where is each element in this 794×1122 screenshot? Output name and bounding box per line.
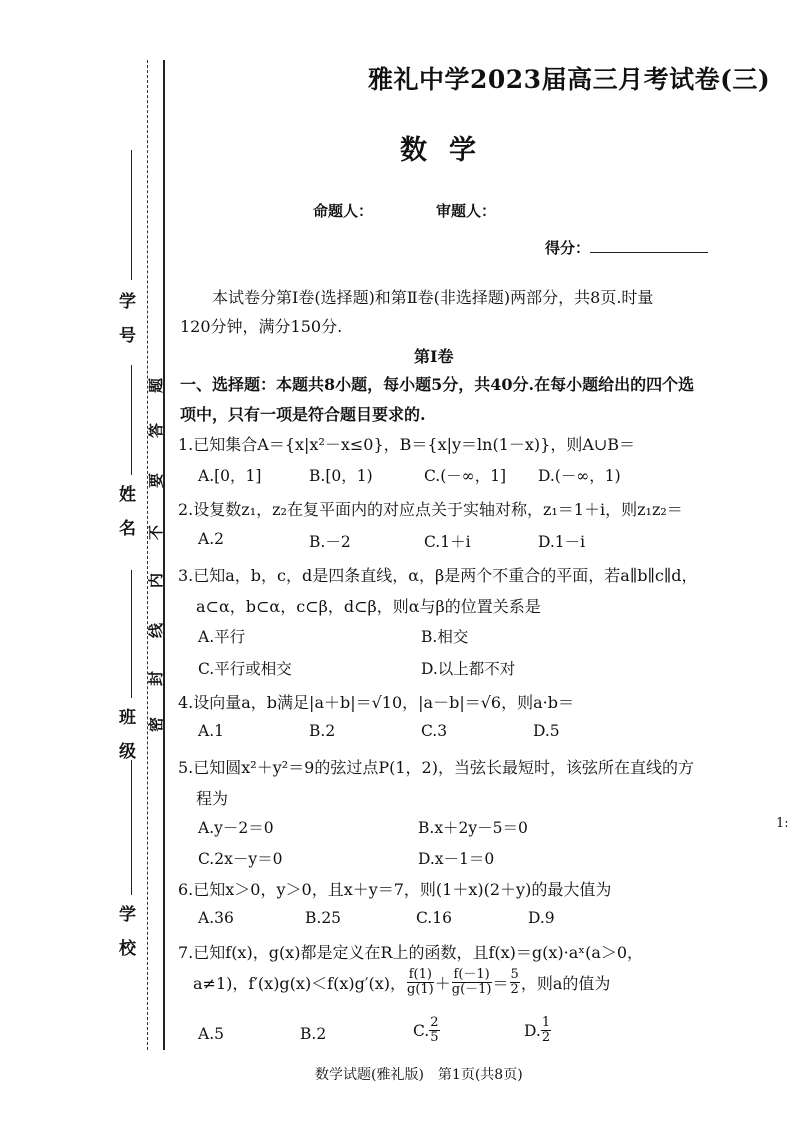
binding-solid-line (163, 60, 165, 1050)
seal-char: 密 (147, 716, 166, 733)
seal-char: 要 (147, 472, 166, 489)
question-2-stem: 2.设复数z₁，z₂在复平面内的对应点关于实轴对称，z₁＝1＋i，则z₁z₂＝ (178, 500, 683, 519)
seal-char: 线 (147, 622, 166, 639)
q7-frac2-num: f(－1) (453, 967, 490, 982)
q7-frac2-den: g(－1) (451, 982, 492, 997)
question-5-stem: 5.已知圆x²＋y²＝9的弦过点P(1，2)，当弦长最短时，该弦所在直线的方 (178, 758, 694, 777)
question-7-stem-line-2 (193, 968, 610, 997)
section-heading-2: 项中，只有一项是符合题目要求的. (180, 405, 426, 424)
score-blank (590, 238, 708, 253)
q6-option-b: B.25 (305, 909, 342, 927)
q7-frac3-den: 2 (510, 982, 519, 997)
q3-option-a: A.平行 (198, 628, 246, 646)
name-label: 姓 名 (115, 485, 135, 536)
seal-char: 不 (147, 524, 166, 541)
student-id-label: 学 号 (115, 292, 135, 343)
score-field (545, 237, 708, 258)
q6-option-d: D.9 (528, 909, 555, 927)
score-label: 得分： (545, 239, 591, 257)
class-label: 班 级 (115, 708, 135, 759)
question-4-stem: 4.设向量a，b满足|a＋b|＝√10，|a－b|＝√6，则a·b＝ (178, 693, 574, 712)
section-heading-1: 一、选择题：本题共8小题，每小题5分，共40分.在每小题给出的四个选 (180, 375, 695, 394)
q7-frac1-num: f(1) (408, 967, 432, 982)
question-6-stem: 6.已知x＞0，y＞0，且x＋y＝7，则(1＋x)(2＋y)的最大值为 (178, 880, 612, 899)
q2-option-c: C.1＋i (424, 533, 471, 551)
q4-option-a: A.1 (198, 722, 224, 740)
q7-frac1-den: g(1) (407, 982, 434, 997)
school-label: 学 校 (115, 905, 135, 956)
seal-char: 答 (147, 422, 166, 439)
q7-fraction-1 (407, 968, 434, 997)
q7-option-b: B.2 (300, 1025, 327, 1043)
q7-stem-part-b: ，则a的值为 (520, 974, 611, 993)
q5-option-b: B.x＋2y－5＝0 (418, 819, 528, 837)
q4-option-d: D.5 (533, 722, 560, 740)
name-blank (131, 365, 132, 475)
q6-option-a: A.36 (198, 909, 234, 927)
volume-heading: 第Ⅰ卷 (414, 347, 454, 366)
subject-title: 数学 (400, 135, 498, 166)
q1-option-b: B.[0，1) (309, 467, 373, 485)
q7-fraction-2 (452, 968, 492, 997)
reviewer-label: 审题人： (436, 202, 497, 220)
q1-option-c: C.(－∞，1] (424, 467, 507, 485)
question-3-stem: 3.已知a，b，c，d是四条直线，α，β是两个不重合的平面，若a∥b∥c∥d， (178, 566, 698, 585)
q1-option-a: A.[0，1] (198, 467, 262, 485)
q7-equals: ＝ (492, 974, 509, 993)
q7-option-c-letter: C. (413, 1021, 430, 1040)
question-5-stem-line-2: 程为 (196, 789, 229, 808)
q4-option-b: B.2 (309, 722, 336, 740)
seal-char: 内 (147, 572, 166, 589)
seal-char: 题 (147, 377, 166, 394)
intro-line-2: 120分钟，满分150分. (180, 317, 343, 336)
seal-char: 封 (147, 670, 166, 687)
q2-option-d: D.1－i (538, 533, 586, 551)
q2-option-a: A.2 (198, 530, 224, 548)
school-blank (131, 760, 132, 895)
class-blank (131, 570, 132, 698)
q7-optd-den: 2 (541, 1030, 551, 1045)
q7-optc-den: 5 (430, 1030, 439, 1045)
question-1-stem: 1.已知集合A＝{x|x²－x≤0}，B＝{x|y＝ln(1－x)}，则A∪B＝ (178, 435, 636, 454)
q7-stem-part-a: a≠1)，f′(x)g(x)＜f(x)g′(x)， (193, 974, 406, 993)
q5-option-d: D.x－1＝0 (418, 850, 495, 868)
q7-option-a: A.5 (198, 1025, 224, 1043)
q7-option-d (524, 1016, 551, 1045)
question-3-stem-line-2: a⊂α，b⊂α，c⊂β，d⊂β，则α与β的位置关系是 (196, 597, 541, 616)
binding-dashed-line (147, 60, 148, 1050)
margin-mark: 1: (776, 816, 789, 831)
q7-option-c (413, 1016, 440, 1045)
page-footer: 数学试题(雅礼版) 第1页(共8页) (315, 1067, 523, 1083)
q5-option-c: C.2x－y＝0 (198, 850, 283, 868)
q7-frac3-num: 5 (510, 967, 519, 982)
q7-fraction-3 (510, 968, 520, 997)
q7-optd-num: 1 (541, 1015, 551, 1030)
exam-title: 雅礼中学2023届高三月考试卷(三) (368, 65, 771, 94)
intro-line-1: 本试卷分第Ⅰ卷(选择题)和第Ⅱ卷(非选择题)两部分，共8页.时量 (212, 288, 654, 307)
q3-option-b: B.相交 (421, 628, 469, 646)
q7-option-c-fraction (429, 1016, 439, 1045)
q2-option-b: B.－2 (309, 533, 351, 551)
q3-option-c: C.平行或相交 (198, 660, 292, 678)
q1-option-d: D.(－∞，1) (538, 467, 621, 485)
q4-option-c: C.3 (421, 722, 448, 740)
student-id-blank (131, 150, 132, 280)
setter-label: 命题人： (313, 202, 374, 220)
question-7-stem: 7.已知f(x)，g(x)都是定义在R上的函数，且f(x)＝g(x)·aˣ(a＞0， (178, 943, 644, 962)
q7-optc-num: 2 (430, 1015, 439, 1030)
q3-option-d: D.以上都不对 (421, 660, 516, 678)
q7-option-d-fraction (541, 1016, 551, 1045)
q7-option-d-letter: D. (524, 1021, 541, 1040)
q7-plus: ＋ (434, 974, 451, 993)
q5-option-a: A.y－2＝0 (198, 819, 274, 837)
q6-option-c: C.16 (416, 909, 452, 927)
